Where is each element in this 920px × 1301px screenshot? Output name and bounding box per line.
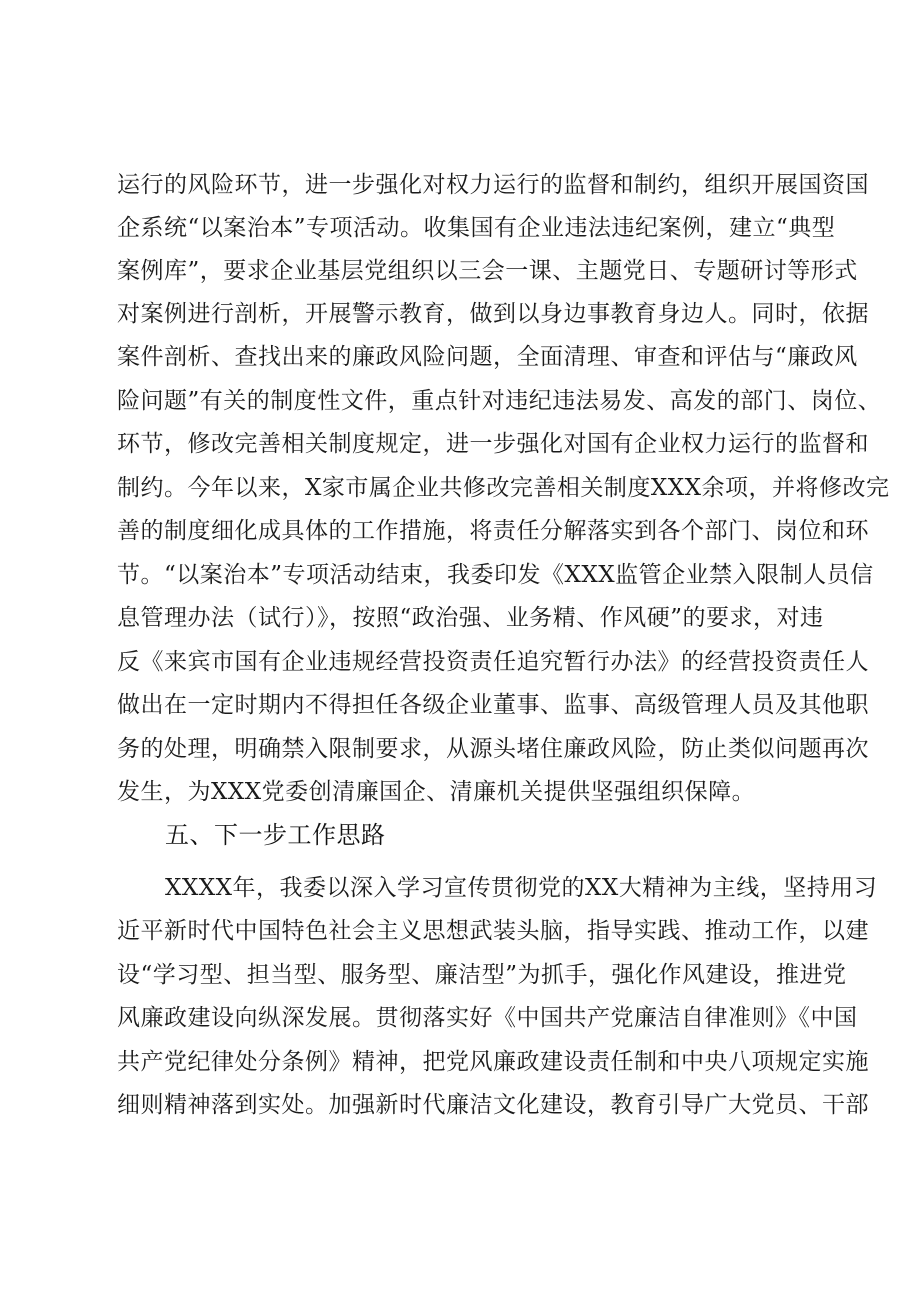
paragraph-1-line-11: 息管理办法（试行）》，按照“政治强、业务精、作风硬”的要求，对违 — [117, 605, 824, 631]
paragraph-1-line-3: 案例库”，要求企业基层党组织以三会一课、主题党日、专题研讨等形式 — [117, 258, 858, 284]
paragraph-2-line-1: XXXX年，我委以深入学习宣传贯彻党的XX大精神为主线，坚持用习 — [165, 875, 878, 901]
paragraph-1-line-2: 企系统“以案治本”专项活动。收集国有企业违法违纪案例，建立“典型 — [117, 215, 836, 241]
paragraph-1-line-6: 险问题”有关的制度性文件，重点针对违纪违法易发、高发的部门、岗位、 — [117, 388, 882, 414]
paragraph-2-line-3: 设“学习型、担当型、服务型、廉洁型”为抓手，强化作风建设，推进党 — [117, 962, 847, 988]
paragraph-2-line-5: 共产党纪律处分条例》精神，把党风廉政建设责任制和中央八项规定实施 — [117, 1049, 869, 1075]
section-heading: 五、下一步工作思路 — [165, 821, 386, 849]
paragraph-1-line-5: 案件剖析、查找出来的廉政风险问题，全面清理、审查和评估与“廉政风 — [117, 344, 858, 370]
paragraph-1-line-13: 做出在一定时期内不得担任各级企业董事、监事、高级管理人员及其他职 — [117, 692, 869, 718]
paragraph-1-line-1: 运行的风险环节，进一步强化对权力运行的监督和制约，组织开展国资国 — [117, 172, 869, 198]
paragraph-1-line-7: 环节，修改完善相关制度规定，进一步强化对国有企业权力运行的监督和 — [117, 431, 869, 457]
paragraph-2-line-2: 近平新时代中国特色社会主义思想武装头脑，指导实践、推动工作，以建 — [117, 918, 869, 944]
paragraph-1-line-9: 善的制度细化成具体的工作措施，将责任分解落实到各个部门、岗位和环 — [117, 518, 869, 544]
paragraph-1-line-14: 务的处理，明确禁入限制要求，从源头堵住廉政风险，防止类似问题再次 — [117, 736, 869, 762]
paragraph-1-line-4: 对案例进行剖析，开展警示教育，做到以身边事教育身边人。同时，依据 — [117, 301, 869, 327]
paragraph-2-line-6: 细则精神落到实处。加强新时代廉洁文化建设，教育引导广大党员、干部 — [117, 1092, 869, 1118]
paragraph-1-line-8: 制约。今年以来，X家市属企业共修改完善相关制度XXX余项，并将修改完 — [117, 475, 890, 501]
paragraph-2-line-4: 风廉政建设向纵深发展。贯彻落实好《中国共产党廉洁自律准则》《中国 — [117, 1005, 858, 1031]
paragraph-1-line-12: 反《来宾市国有企业违规经营投资责任追究暂行办法》的经营投资责任人 — [117, 649, 869, 675]
paragraph-1-line-10: 节。“以案治本”专项活动结束，我委印发《XXX监管企业禁入限制人员信 — [117, 562, 874, 588]
paragraph-1-line-15: 发生，为XXX党委创清廉国企、清廉机关提供坚强组织保障。 — [117, 779, 756, 805]
